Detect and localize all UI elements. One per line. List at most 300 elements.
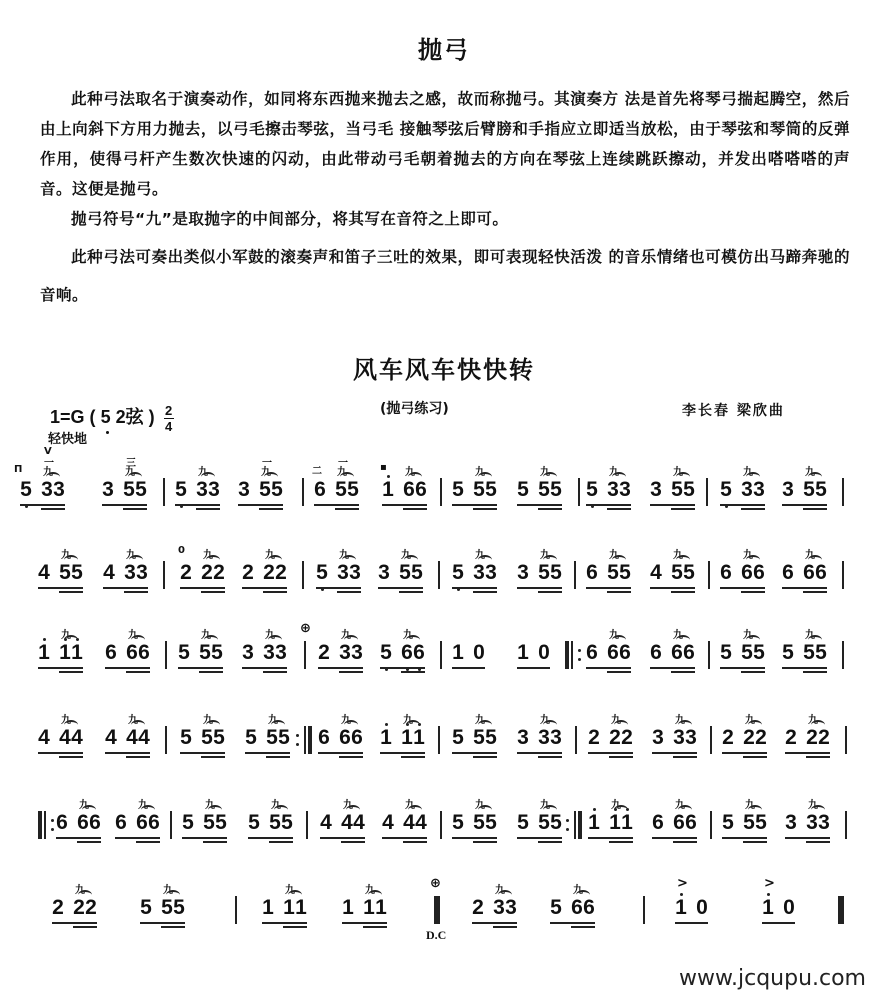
score-line — [20, 870, 870, 940]
pao-bow-symbol: 九 — [675, 715, 685, 726]
eighth-underline — [722, 837, 767, 839]
eighth-underline — [652, 837, 697, 839]
pao-bow-symbol: 九 — [405, 800, 415, 811]
slur-arc — [268, 555, 282, 565]
eighth-underline — [785, 837, 830, 839]
pao-bow-symbol: 九 — [163, 885, 173, 896]
sixteenth-underline — [571, 926, 595, 928]
slur-arc — [368, 890, 382, 900]
sixteenth-underline — [266, 756, 290, 758]
barline — [163, 561, 165, 589]
note: 5 — [473, 726, 485, 749]
note: 1 — [413, 726, 425, 750]
note: 5 — [266, 726, 278, 749]
note: 5 — [485, 811, 497, 834]
score-title: 风车风车快快转 — [353, 356, 535, 384]
eighth-underline — [586, 504, 631, 506]
slur-arc — [478, 720, 492, 730]
accent-mark: > — [677, 876, 688, 891]
eighth-underline — [316, 587, 361, 589]
note: 4 — [353, 811, 365, 834]
eighth-underline — [105, 752, 150, 754]
note: 5 — [815, 641, 827, 664]
note: 5 — [803, 478, 815, 501]
pao-bow-symbol: 九 — [609, 550, 619, 561]
barline — [845, 726, 847, 754]
note: 5 — [743, 811, 755, 834]
sixteenth-underline — [161, 926, 185, 928]
sixteenth-underline — [803, 591, 827, 593]
eighth-underline — [382, 504, 427, 506]
note: 3 — [351, 641, 363, 664]
sixteenth-underline — [136, 841, 160, 843]
slur-arc — [406, 720, 420, 730]
barline — [440, 641, 442, 669]
eighth-underline — [102, 504, 147, 506]
slur-arc — [64, 555, 78, 565]
note: 6 — [401, 641, 413, 665]
sixteenth-underline — [473, 841, 497, 843]
note: 1 — [588, 811, 600, 835]
sixteenth-underline — [401, 756, 425, 758]
barline — [304, 641, 306, 669]
note: 5 — [180, 726, 192, 749]
note: 2 — [743, 726, 755, 749]
eighth-underline — [722, 752, 767, 754]
composer: 李长春 梁欣曲 — [682, 403, 785, 419]
sixteenth-underline — [538, 841, 562, 843]
eighth-underline — [38, 667, 83, 669]
sixteenth-underline — [743, 756, 767, 758]
note: 2 — [472, 896, 484, 919]
slur-arc — [268, 635, 282, 645]
sixteenth-underline — [671, 671, 695, 673]
sixteenth-underline — [538, 508, 562, 510]
note: 5 — [123, 478, 135, 501]
note: 2 — [722, 726, 734, 749]
note: 3 — [208, 478, 220, 501]
pao-bow-symbol: 九 — [285, 885, 295, 896]
sixteenth-underline — [741, 591, 765, 593]
tuning-open: ( — [89, 407, 96, 427]
eighth-underline — [782, 587, 827, 589]
pao-bow-symbol: 九 — [203, 550, 213, 561]
note: 5 — [248, 811, 260, 834]
note: 3 — [493, 896, 505, 919]
pao-bow-symbol: 九 — [343, 800, 353, 811]
eighth-underline — [782, 667, 827, 669]
pao-bow-symbol: 九 — [673, 630, 683, 641]
note: 2 — [201, 561, 213, 584]
note: 1 — [342, 896, 354, 919]
pao-bow-symbol: 九 — [475, 467, 485, 478]
pao-bow-symbol: 九 — [540, 715, 550, 726]
note: 3 — [378, 561, 390, 584]
time-sig-top: 2 — [165, 402, 173, 418]
note: 5 — [586, 478, 598, 502]
repeat-start-barline — [38, 811, 50, 839]
note: 5 — [753, 641, 765, 664]
eighth-underline — [245, 752, 290, 754]
slur-arc — [478, 555, 492, 565]
note: 5 — [538, 478, 550, 501]
eighth-underline — [380, 667, 425, 669]
slur-arc — [206, 555, 220, 565]
note: 3 — [806, 811, 818, 834]
slur-arc — [808, 472, 822, 482]
slur-arc — [746, 555, 760, 565]
score-line — [14, 446, 870, 522]
sixteenth-underline — [259, 508, 283, 510]
slur-arc — [406, 635, 420, 645]
slur-arc — [141, 805, 155, 815]
sixteenth-underline — [126, 671, 150, 673]
note: 5 — [213, 726, 225, 749]
up-bow-mark: V — [44, 446, 52, 457]
slur-arc — [408, 472, 422, 482]
note: 2 — [785, 726, 797, 749]
time-signature — [164, 404, 174, 433]
tuning-close: ) — [148, 407, 155, 427]
slur-arc — [576, 890, 590, 900]
note: 5 — [517, 478, 529, 501]
note: 6 — [56, 811, 68, 834]
sixteenth-underline — [403, 508, 427, 510]
note: 5 — [671, 561, 683, 584]
octave-dot-high — [767, 893, 770, 896]
slur-arc — [614, 720, 628, 730]
note: 5 — [201, 726, 213, 749]
sixteenth-underline — [335, 508, 359, 510]
paragraph-intro: 此种弓法取名于演奏动作，如同将东西抛来抛去之感，故而称抛弓。其演奏方 法是首先将琴弓揣起腾空，然后由上向斜下方用力抛去，以弓毛擦击琴弦，当弓毛 接触琴弦后臂膀和手指应立即适当放松，由于琴弦和琴筒的反弹作用，使得弓杆产生数次快速的闪动，由此带动弓毛朝着抛去的方向在琴弦上连续跳跃擦动，并发出嗒嗒嗒的声音。这便是抛弓。 — [40, 90, 850, 198]
note: 5 — [281, 811, 293, 834]
string-mark: 二 — [312, 466, 322, 477]
note: 6 — [815, 561, 827, 584]
note: 5 — [59, 561, 71, 584]
repeat-end-barline — [300, 726, 312, 754]
repeat-dots — [566, 819, 569, 833]
eighth-underline — [586, 587, 631, 589]
sixteenth-underline — [671, 591, 695, 593]
pao-bow-symbol: 九 — [403, 630, 413, 641]
note: 4 — [71, 726, 83, 749]
pao-bow-symbol: 九 — [611, 800, 621, 811]
barline — [842, 478, 844, 506]
sixteenth-underline — [41, 508, 65, 510]
barline — [306, 811, 308, 839]
note: 5 — [741, 641, 753, 664]
slur-arc — [478, 805, 492, 815]
pao-bow-symbol: 九 — [43, 467, 53, 478]
eighth-underline — [452, 667, 485, 669]
slur-arc — [288, 890, 302, 900]
sixteenth-underline — [59, 591, 83, 593]
note: 5 — [452, 561, 464, 585]
slur-arc — [678, 720, 692, 730]
note: 4 — [382, 811, 394, 834]
note: 5 — [135, 478, 147, 501]
sixteenth-underline — [59, 671, 83, 673]
slur-arc — [811, 720, 825, 730]
note: 3 — [275, 641, 287, 664]
note: 5 — [815, 478, 827, 501]
note: 3 — [673, 726, 685, 749]
eighth-underline — [180, 752, 225, 754]
note: 5 — [619, 561, 631, 584]
pao-bow-symbol: 九 — [339, 550, 349, 561]
barline — [438, 726, 440, 754]
slur-arc — [808, 555, 822, 565]
note: 6 — [673, 811, 685, 834]
eighth-underline — [452, 837, 497, 839]
barline — [706, 478, 708, 506]
note: 5 — [175, 478, 187, 502]
beat-notes — [675, 896, 708, 920]
pao-bow-symbol: 九 — [341, 630, 351, 641]
barline — [575, 726, 577, 754]
string-mark: ▪ — [380, 462, 387, 473]
eighth-underline — [20, 504, 65, 506]
sixteenth-underline — [609, 756, 633, 758]
barline — [302, 478, 304, 506]
note: 5 — [316, 561, 328, 585]
barline — [170, 811, 172, 839]
note: 5 — [550, 561, 562, 584]
note: 4 — [320, 811, 332, 834]
pao-bow-symbol: 九 — [540, 550, 550, 561]
note: 5 — [347, 478, 359, 501]
note: 5 — [211, 641, 223, 664]
note: 3 — [753, 478, 765, 501]
note: 1 — [609, 811, 621, 835]
sixteenth-underline — [363, 926, 387, 928]
fingering-mark: 一 — [44, 458, 54, 469]
note: 4 — [341, 811, 353, 834]
pao-bow-symbol: 九 — [79, 800, 89, 811]
eighth-underline — [318, 752, 363, 754]
eighth-underline — [342, 922, 387, 924]
note: 3 — [242, 641, 254, 664]
sixteenth-underline — [803, 508, 827, 510]
note: 1 — [675, 896, 687, 920]
eighth-underline — [378, 587, 423, 589]
slur-arc — [612, 555, 626, 565]
repeat-dots — [51, 819, 54, 833]
note: 4 — [38, 726, 50, 749]
pao-bow-symbol: 九 — [61, 550, 71, 561]
slur-arc — [612, 635, 626, 645]
slur-arc — [340, 472, 354, 482]
note: 6 — [314, 478, 326, 501]
rest: 0 — [696, 896, 708, 919]
note: 3 — [41, 478, 53, 501]
pao-bow-symbol: 九 — [403, 715, 413, 726]
note: 5 — [607, 561, 619, 584]
slur-arc — [78, 890, 92, 900]
note: 5 — [245, 726, 257, 749]
pao-bow-symbol: 九 — [573, 885, 583, 896]
pao-bow-symbol: 九 — [743, 630, 753, 641]
tempo-marking: 轻快地 — [48, 432, 88, 447]
sixteenth-underline — [283, 926, 307, 928]
watermark: www.jcqupu.com — [679, 966, 866, 991]
repeat-dots — [296, 734, 299, 748]
key-label: 1=G — [50, 407, 85, 427]
sixteenth-underline — [201, 591, 225, 593]
sixteenth-underline — [743, 841, 767, 843]
sixteenth-underline — [403, 841, 427, 843]
note: 3 — [538, 726, 550, 749]
barline — [574, 561, 576, 589]
note: 5 — [550, 896, 562, 919]
slur-arc — [808, 635, 822, 645]
pao-bow-symbol: 九 — [475, 715, 485, 726]
barline — [842, 641, 844, 669]
eighth-underline — [140, 922, 185, 924]
barline — [438, 561, 440, 589]
barline — [440, 811, 442, 839]
barline — [842, 561, 844, 589]
note: 6 — [351, 726, 363, 749]
note: 3 — [349, 561, 361, 584]
pao-bow-symbol: 九 — [611, 715, 621, 726]
sixteenth-underline — [538, 591, 562, 593]
note: 6 — [89, 811, 101, 834]
note: 5 — [720, 641, 732, 664]
sixteenth-underline — [201, 756, 225, 758]
note: 3 — [517, 561, 529, 584]
pao-bow-symbol: 九 — [805, 467, 815, 478]
slur-arc — [478, 472, 492, 482]
note: 5 — [278, 726, 290, 749]
pao-bow-symbol: 九 — [609, 467, 619, 478]
note: 5 — [140, 896, 152, 919]
eighth-underline — [650, 504, 695, 506]
string-mark: 0 — [178, 545, 185, 556]
pao-bow-symbol: 九 — [75, 885, 85, 896]
note: 6 — [136, 811, 148, 834]
slur-arc — [543, 720, 557, 730]
sixteenth-underline — [401, 671, 425, 673]
rest: 0 — [538, 641, 550, 664]
pao-bow-symbol: 九 — [745, 715, 755, 726]
note: 6 — [148, 811, 160, 834]
pao-bow-symbol: 九 — [61, 630, 71, 641]
slur-arc — [82, 805, 96, 815]
note: 3 — [517, 726, 529, 749]
barline — [708, 641, 710, 669]
slur-arc — [676, 555, 690, 565]
pao-bow-symbol: 九 — [495, 885, 505, 896]
slur-arc — [342, 555, 356, 565]
sixteenth-underline — [806, 841, 830, 843]
pao-bow-symbol: 九 — [198, 467, 208, 478]
note: 6 — [671, 641, 683, 664]
section-title: 抛弓 — [418, 36, 470, 64]
note: 4 — [59, 726, 71, 749]
eighth-underline — [320, 837, 365, 839]
slur-arc — [746, 635, 760, 645]
note: 1 — [38, 641, 50, 665]
note: 3 — [550, 726, 562, 749]
eighth-underline — [720, 667, 765, 669]
note: 1 — [621, 811, 633, 835]
note: 6 — [138, 641, 150, 664]
barline — [643, 896, 645, 924]
eighth-underline — [182, 837, 227, 839]
eighth-underline — [517, 667, 550, 669]
pao-bow-symbol: 九 — [126, 550, 136, 561]
note: 2 — [242, 561, 254, 584]
note: 6 — [403, 478, 415, 501]
slur-arc — [678, 805, 692, 815]
eighth-underline — [178, 667, 223, 669]
note: 5 — [473, 478, 485, 501]
sixteenth-underline — [399, 591, 423, 593]
eighth-underline — [517, 752, 562, 754]
note: 5 — [269, 811, 281, 834]
pao-bow-symbol: 九 — [673, 550, 683, 561]
eighth-underline — [720, 504, 765, 506]
note: 6 — [683, 641, 695, 664]
note: 3 — [607, 478, 619, 501]
note: 2 — [213, 561, 225, 584]
note: 3 — [785, 811, 797, 834]
octave-dot-high — [680, 893, 683, 896]
pao-bow-symbol: 九 — [265, 550, 275, 561]
note: 2 — [588, 726, 600, 749]
pao-bow-symbol: 九 — [808, 800, 818, 811]
note: 3 — [818, 811, 830, 834]
barline — [845, 811, 847, 839]
eighth-underline — [517, 837, 562, 839]
slur-arc — [612, 472, 626, 482]
note: 6 — [115, 811, 127, 834]
slur-arc — [676, 472, 690, 482]
pao-bow-symbol: 九 — [268, 715, 278, 726]
note: 5 — [755, 811, 767, 834]
eighth-underline — [588, 837, 633, 839]
eighth-underline — [382, 837, 427, 839]
eighth-underline — [262, 922, 307, 924]
pao-bow-symbol: 九 — [341, 715, 351, 726]
note: 5 — [399, 561, 411, 584]
note: 1 — [380, 726, 392, 750]
note: 5 — [380, 641, 392, 665]
sixteenth-underline — [339, 671, 363, 673]
score-line — [20, 785, 870, 855]
note: 1 — [283, 896, 295, 919]
repeat-start-barline — [565, 641, 577, 669]
note: 2 — [806, 726, 818, 749]
sixteenth-underline — [609, 841, 633, 843]
sixteenth-underline — [741, 671, 765, 673]
barline — [710, 811, 712, 839]
pao-bow-symbol: 九 — [261, 467, 271, 478]
note: 2 — [52, 896, 64, 919]
note: 5 — [173, 896, 185, 919]
pao-bow-symbol: 九 — [128, 715, 138, 726]
pao-bow-symbol: 九 — [673, 467, 683, 478]
sixteenth-underline — [339, 756, 363, 758]
barline — [163, 478, 165, 506]
note: 6 — [318, 726, 330, 749]
octave-dot-high — [43, 638, 46, 641]
note: 5 — [782, 641, 794, 664]
note: 2 — [621, 726, 633, 749]
pao-bow-symbol: 九 — [540, 800, 550, 811]
pao-bow-symbol: 九 — [540, 467, 550, 478]
